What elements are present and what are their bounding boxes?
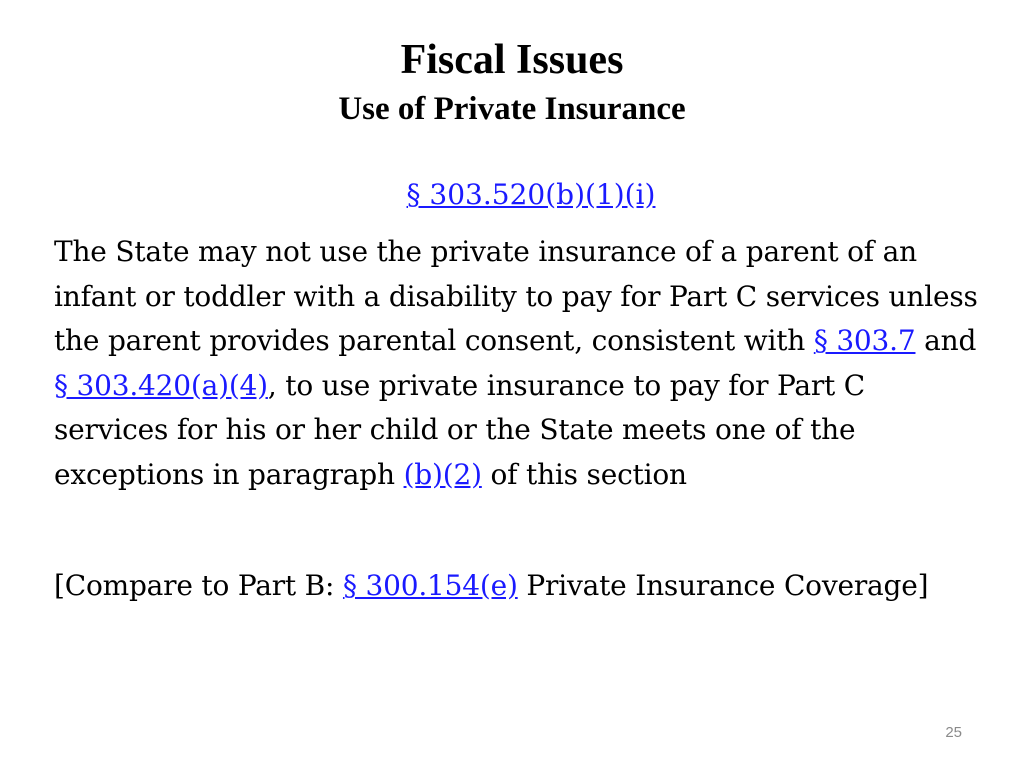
slide-title: Fiscal Issues — [400, 37, 624, 83]
link-303-420[interactable]: § 303.420(a)(4) — [54, 368, 268, 402]
citation-link[interactable]: § 303.520(b)(1)(i) — [406, 178, 656, 211]
slide-subtitle: Use of Private Insurance — [338, 91, 686, 127]
slide-number: 25 — [945, 724, 962, 741]
link-300-154[interactable]: § 300.154(e) — [342, 569, 518, 602]
regulation-paragraph — [54, 230, 979, 497]
link-303-7[interactable]: § 303.7 — [813, 324, 916, 357]
compare-suffix: Private Insurance Coverage] — [517, 569, 929, 602]
citation-line — [0, 175, 1024, 215]
paragraph-text-4: of this section — [481, 457, 687, 491]
compare-prefix: [Compare to Part B: — [54, 569, 343, 602]
paragraph-text-3: , to use private insurance to pay for Part C services for his or her child or the State meets one of the exceptions in paragraph — [54, 368, 866, 491]
paragraph-text-2: and — [915, 324, 977, 357]
link-b2[interactable]: (b)(2) — [403, 457, 482, 491]
paragraph-text-1: The State may not use the private insurance of a parent of an infant or toddler with a disability to pay for Part C services unless the parent provides parental consent, consistent with — [54, 235, 978, 357]
compare-note — [54, 564, 979, 608]
